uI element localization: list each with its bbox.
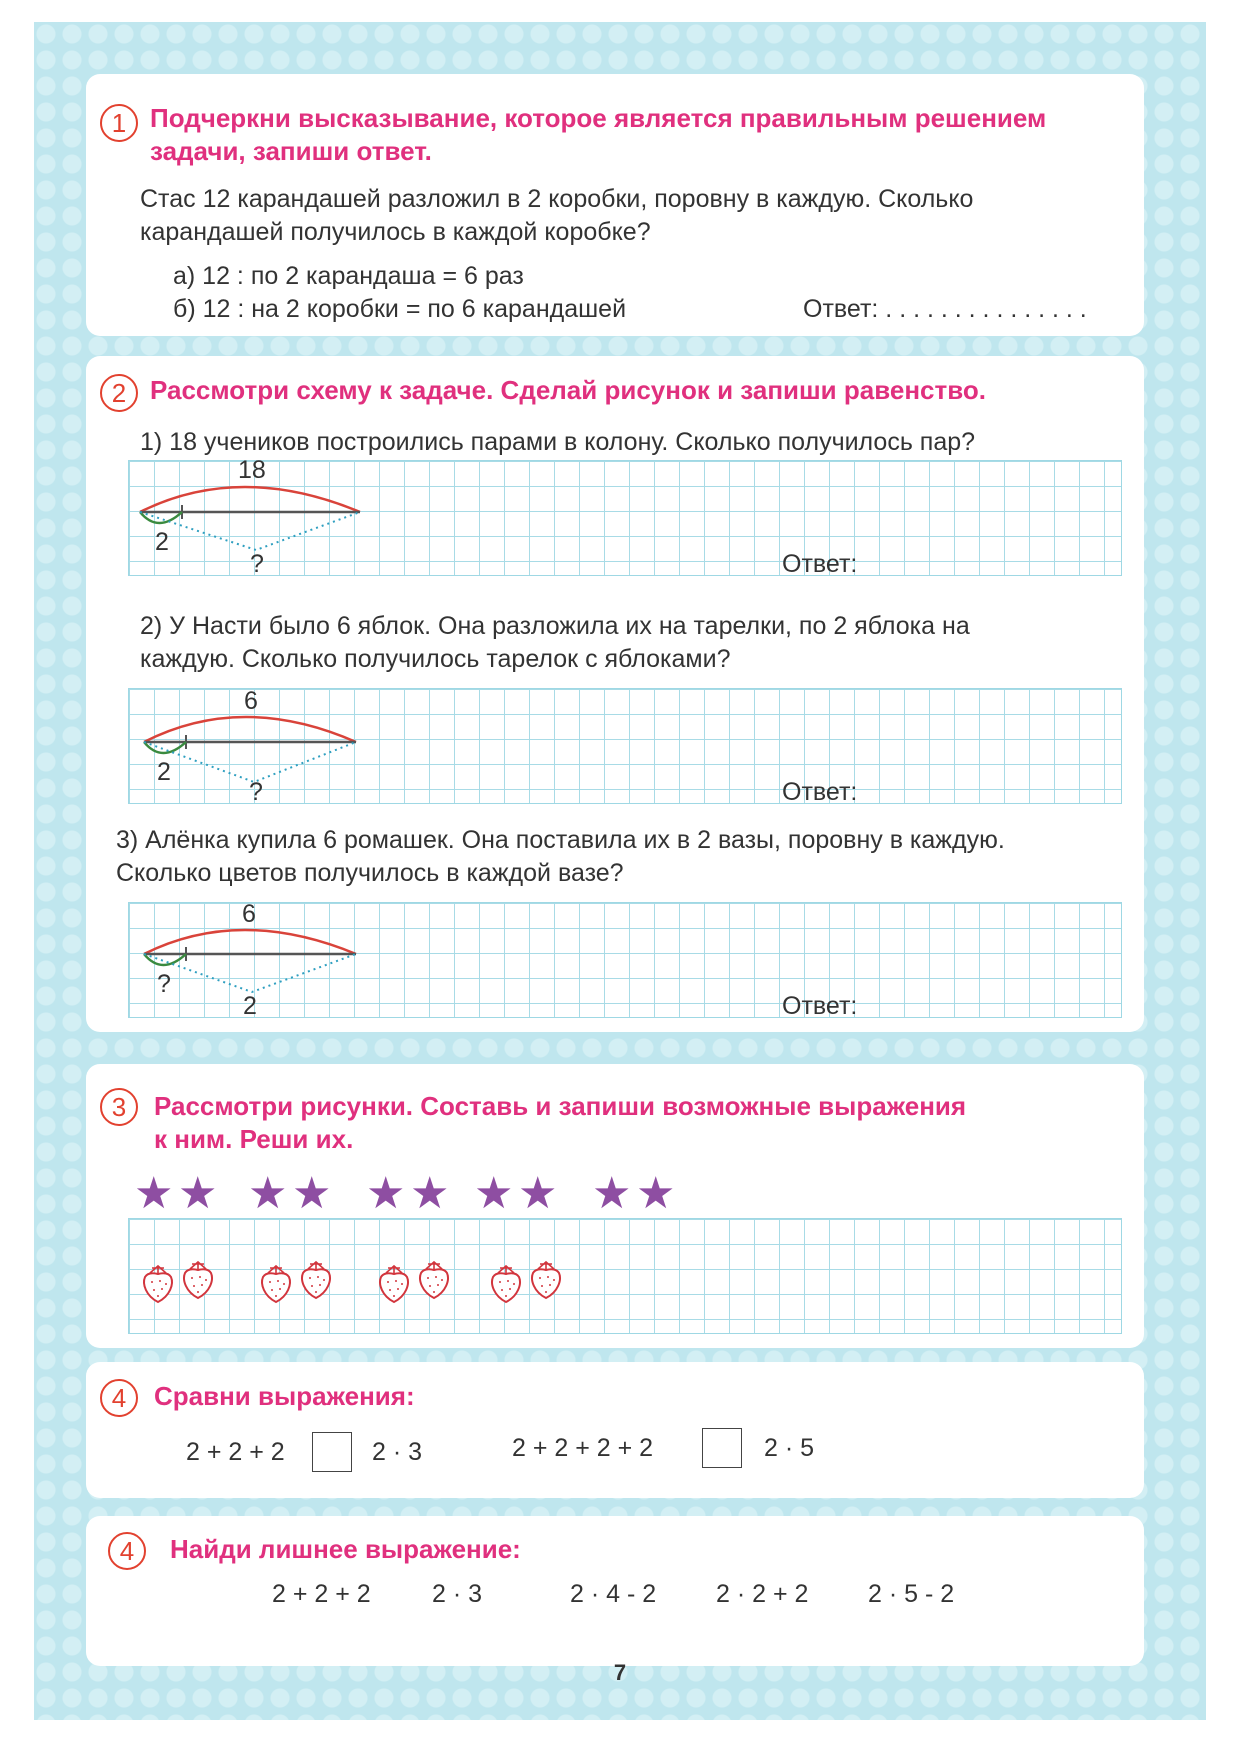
task2-problem3-part: ?	[157, 970, 171, 998]
task2-problem2-part: 2	[157, 758, 171, 786]
compare-left-1: 2 + 2 + 2	[186, 1438, 285, 1466]
strawberry-icon	[180, 1258, 216, 1305]
compare-box-1[interactable]	[312, 1432, 352, 1472]
task2-number: 2	[100, 374, 138, 412]
task1-title-line1: Подчеркни высказывание, которое является правильным решением	[150, 103, 1047, 133]
task2-problem1-unknown: ?	[250, 550, 264, 578]
task2-problem2-answer[interactable]: Ответ:	[782, 778, 858, 806]
star-icon: ★	[474, 1169, 514, 1218]
task2-problem1-part: 2	[155, 528, 169, 556]
task2-problem3-scheme	[128, 892, 388, 1022]
task2-problem1-answer[interactable]: Ответ:	[782, 550, 858, 578]
task1-number: 1	[100, 104, 138, 142]
task1-title-line2: задачи, запиши ответ.	[150, 136, 432, 166]
star-icon: ★	[366, 1169, 406, 1218]
task2-problem2-total: 6	[244, 687, 258, 715]
task1-problem-line2: карандашей получилось в каждой коробке?	[140, 218, 651, 246]
star-icon: ★	[178, 1169, 218, 1218]
strawberry-icon	[298, 1258, 334, 1305]
task4-title: Сравни выражения:	[154, 1381, 415, 1411]
star-icon: ★	[134, 1169, 174, 1218]
task2-problem1-text: 1) 18 учеников построились парами в колону. Сколько получилось пар?	[140, 428, 976, 456]
task5-title: Найди лишнее выражение:	[170, 1534, 521, 1564]
compare-left-2: 2 + 2 + 2 + 2	[512, 1434, 654, 1462]
star-icon: ★	[592, 1169, 632, 1218]
task2-problem3-answer[interactable]: Ответ:	[782, 992, 858, 1020]
task1-option-a[interactable]: а) 12 : по 2 карандаша = 6 раз	[173, 262, 524, 290]
task2-problem2-text1: 2) У Насти было 6 яблок. Она разложила их на тарелки, по 2 яблока на	[140, 612, 970, 640]
task4-number: 4	[100, 1379, 138, 1417]
odd-expression-4[interactable]: 2 · 2 + 2	[716, 1580, 809, 1608]
task3-title-line1: Рассмотри рисунки. Составь и запиши возможные выражения	[154, 1091, 967, 1121]
strawberry-icon	[376, 1262, 412, 1309]
task2-problem3-unknown: 2	[243, 992, 257, 1020]
star-icon: ★	[410, 1169, 450, 1218]
star-icon: ★	[636, 1169, 676, 1218]
strawberry-icon	[488, 1262, 524, 1309]
star-icon: ★	[518, 1169, 558, 1218]
task5-number: 4	[108, 1532, 146, 1570]
page-number: 7	[613, 1660, 627, 1685]
task3-title-line2: к ним. Реши их.	[154, 1124, 354, 1154]
task2-problem2-text2: каждую. Сколько получилось тарелок с яблоками?	[140, 645, 731, 673]
task2-problem1-total: 18	[238, 456, 266, 484]
odd-expression-1[interactable]: 2 + 2 + 2	[272, 1580, 371, 1608]
strawberry-icon	[258, 1262, 294, 1309]
task2-problem3-text2: Сколько цветов получилось в каждой вазе?	[116, 859, 624, 887]
compare-box-2[interactable]	[702, 1428, 742, 1468]
star-icon: ★	[292, 1169, 332, 1218]
compare-right-1: 2 · 3	[372, 1438, 423, 1466]
task2-title: Рассмотри схему к задаче. Сделай рисунок и запиши равенство.	[150, 375, 986, 405]
odd-expression-2[interactable]: 2 · 3	[432, 1580, 483, 1608]
compare-right-2: 2 · 5	[764, 1434, 815, 1462]
task1-problem-line1: Стас 12 карандашей разложил в 2 коробки, поровну в каждую. Сколько	[140, 185, 974, 213]
task2-problem3-total: 6	[242, 900, 256, 928]
strawberry-icon	[140, 1262, 176, 1309]
task2-problem2-unknown: ?	[249, 778, 263, 806]
task1-answer[interactable]: Ответ: . . . . . . . . . . . . . . .	[803, 295, 1087, 323]
task3-number: 3	[100, 1088, 138, 1126]
star-icon: ★	[248, 1169, 288, 1218]
task1-option-b[interactable]: б) 12 : на 2 коробки = по 6 карандашей	[173, 295, 627, 323]
strawberry-icon	[416, 1258, 452, 1305]
odd-expression-5[interactable]: 2 · 5 - 2	[868, 1580, 955, 1608]
task2-problem3-text1: 3) Алёнка купила 6 ромашек. Она поставила их в 2 вазы, поровну в каждую.	[116, 826, 1005, 854]
odd-expression-3[interactable]: 2 · 4 - 2	[570, 1580, 657, 1608]
strawberry-icon	[528, 1258, 564, 1305]
